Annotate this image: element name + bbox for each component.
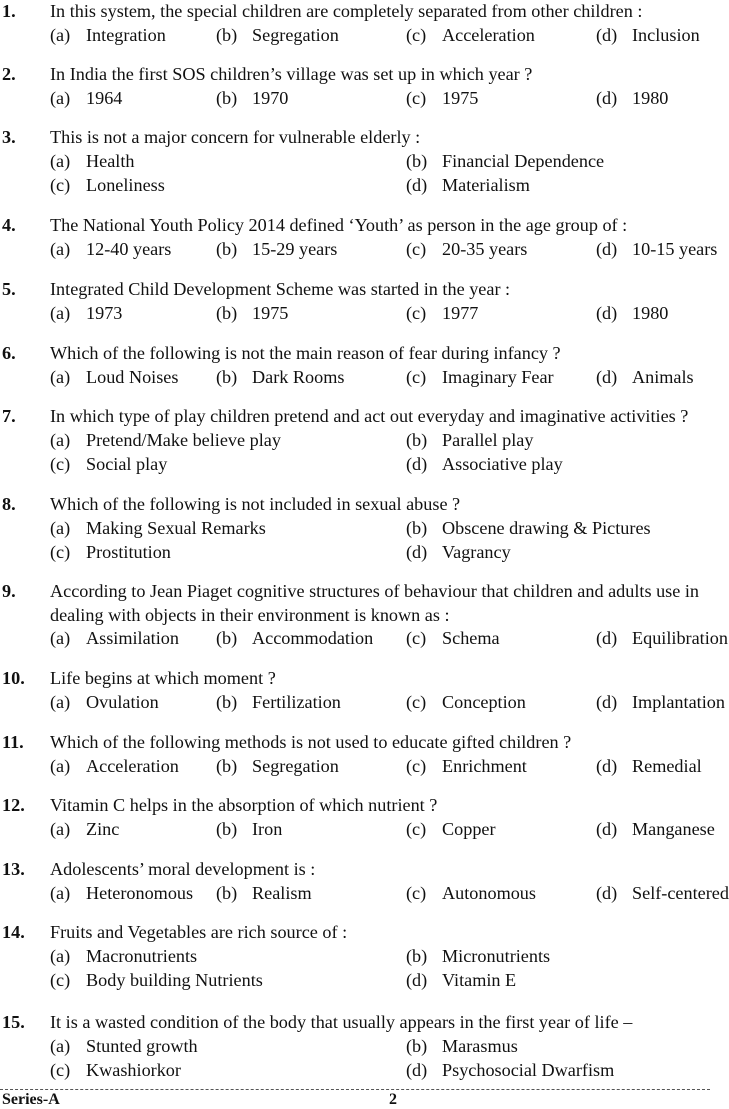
question-text: It is a wasted condition of the body that usually appears in the first year of life – xyxy=(50,1012,633,1032)
question-text: In India the first SOS children’s village was set up in which year ? xyxy=(50,64,533,84)
option-b: (b) Obscene drawing & Pictures xyxy=(406,518,651,538)
option-b: (b) Realism xyxy=(216,883,312,903)
question-text: This is not a major concern for vulnerable elderly : xyxy=(50,127,421,147)
option-d: (d) Materialism xyxy=(406,175,530,195)
question-text: Life begins at which moment ? xyxy=(50,668,276,688)
option-c: (c) Body building Nutrients xyxy=(50,970,263,990)
option-d: (d) Vitamin E xyxy=(406,970,517,990)
option-a: (a) Acceleration xyxy=(50,756,179,776)
option-d: (d) Implantation xyxy=(596,692,725,712)
question-text: Which of the following methods is not used to educate gifted children ? xyxy=(50,732,572,752)
option-c: (c) Schema xyxy=(406,628,500,648)
option-a: (a) Ovulation xyxy=(50,692,159,712)
question-number: 12. xyxy=(2,795,25,815)
option-a: (a) Assimilation xyxy=(50,628,179,648)
option-b: (b) Financial Dependence xyxy=(406,151,605,171)
option-b: (b) Segregation xyxy=(216,756,339,776)
option-a: (a) 12-40 years xyxy=(50,239,172,259)
option-d: (d) Vagrancy xyxy=(406,542,511,562)
option-b: (b) Dark Rooms xyxy=(216,367,345,387)
question-text: Adolescents’ moral development is : xyxy=(50,859,316,879)
option-b: (b) Accommodation xyxy=(216,628,374,648)
question-number: 7. xyxy=(2,406,16,426)
option-d: (d) Inclusion xyxy=(596,25,700,45)
question-number: 11. xyxy=(2,732,24,752)
question-number: 8. xyxy=(2,494,16,514)
question-text: In this system, the special children are completely separated from other children : xyxy=(50,1,643,21)
option-a: (a) Loud Noises xyxy=(50,367,179,387)
option-c: (c) Loneliness xyxy=(50,175,165,195)
question-text-continued: dealing with objects in their environment is known as : xyxy=(50,605,450,625)
option-a: (a) Stunted growth xyxy=(50,1036,198,1056)
option-d: (d) 1980 xyxy=(596,303,669,323)
option-b: (b) Micronutrients xyxy=(406,946,551,966)
option-a: (a) Pretend/Make believe play xyxy=(50,430,281,450)
option-a: (a) Making Sexual Remarks xyxy=(50,518,266,538)
option-c: (c) 1975 xyxy=(406,88,479,108)
option-c: (c) Acceleration xyxy=(406,25,535,45)
question-text: Which of the following is not included in sexual abuse ? xyxy=(50,494,461,514)
option-a: (a) Health xyxy=(50,151,135,171)
question-number: 2. xyxy=(2,64,16,84)
option-d: (d) Psychosocial Dwarfism xyxy=(406,1060,615,1080)
option-b: (b) 15-29 years xyxy=(216,239,338,259)
question-number: 3. xyxy=(2,127,16,147)
option-d: (d) 10-15 years xyxy=(596,239,718,259)
option-c: (c) Copper xyxy=(406,819,496,839)
option-c: (c) Kwashiorkor xyxy=(50,1060,181,1080)
option-c: (c) Prostitution xyxy=(50,542,171,562)
question-text: The National Youth Policy 2014 defined ‘Youth’ as person in the age group of : xyxy=(50,215,628,235)
question-text: According to Jean Piaget cognitive structures of behaviour that children and adults use in xyxy=(50,581,700,601)
question-text: In which type of play children pretend and act out everyday and imaginative activities ? xyxy=(50,406,689,426)
question-text: Which of the following is not the main reason of fear during infancy ? xyxy=(50,343,561,363)
question-number: 1. xyxy=(2,1,16,21)
option-c: (c) Enrichment xyxy=(406,756,527,776)
question-text: Vitamin C helps in the absorption of which nutrient ? xyxy=(50,795,438,815)
option-b: (b) Segregation xyxy=(216,25,339,45)
page-number: 2 xyxy=(389,1091,397,1108)
option-d: (d) 1980 xyxy=(596,88,669,108)
option-c: (c) Autonomous xyxy=(406,883,536,903)
option-b: (b) Fertilization xyxy=(216,692,341,712)
option-a: (a) Macronutrients xyxy=(50,946,198,966)
footer-divider xyxy=(0,1089,710,1090)
question-number: 9. xyxy=(2,581,16,601)
option-d: (d) Animals xyxy=(596,367,694,387)
question-number: 14. xyxy=(2,922,25,942)
question-number: 6. xyxy=(2,343,16,363)
series-label: Series-A xyxy=(2,1091,60,1108)
option-d: (d) Equilibration xyxy=(596,628,728,648)
option-a: (a) Heteronomous xyxy=(50,883,194,903)
option-b: (b) Marasmus xyxy=(406,1036,518,1056)
option-d: (d) Self-centered xyxy=(596,883,729,903)
option-a: (a) Zinc xyxy=(50,819,120,839)
option-d: (d) Remedial xyxy=(596,756,702,776)
option-a: (a) Integration xyxy=(50,25,166,45)
option-d: (d) Associative play xyxy=(406,454,563,474)
option-a: (a) 1964 xyxy=(50,88,123,108)
option-c: (c) Conception xyxy=(406,692,526,712)
option-b: (b) Iron xyxy=(216,819,283,839)
option-c: (c) Imaginary Fear xyxy=(406,367,554,387)
question-text: Integrated Child Development Scheme was started in the year : xyxy=(50,279,511,299)
option-b: (b) Parallel play xyxy=(406,430,534,450)
option-d: (d) Manganese xyxy=(596,819,715,839)
question-text: Fruits and Vegetables are rich source of : xyxy=(50,922,348,942)
option-c: (c) 20-35 years xyxy=(406,239,528,259)
option-c: (c) Social play xyxy=(50,454,168,474)
question-number: 10. xyxy=(2,668,25,688)
question-number: 13. xyxy=(2,859,25,879)
option-b: (b) 1975 xyxy=(216,303,289,323)
option-b: (b) 1970 xyxy=(216,88,289,108)
option-a: (a) 1973 xyxy=(50,303,123,323)
question-number: 15. xyxy=(2,1012,25,1032)
question-number: 4. xyxy=(2,215,16,235)
option-c: (c) 1977 xyxy=(406,303,479,323)
question-number: 5. xyxy=(2,279,16,299)
